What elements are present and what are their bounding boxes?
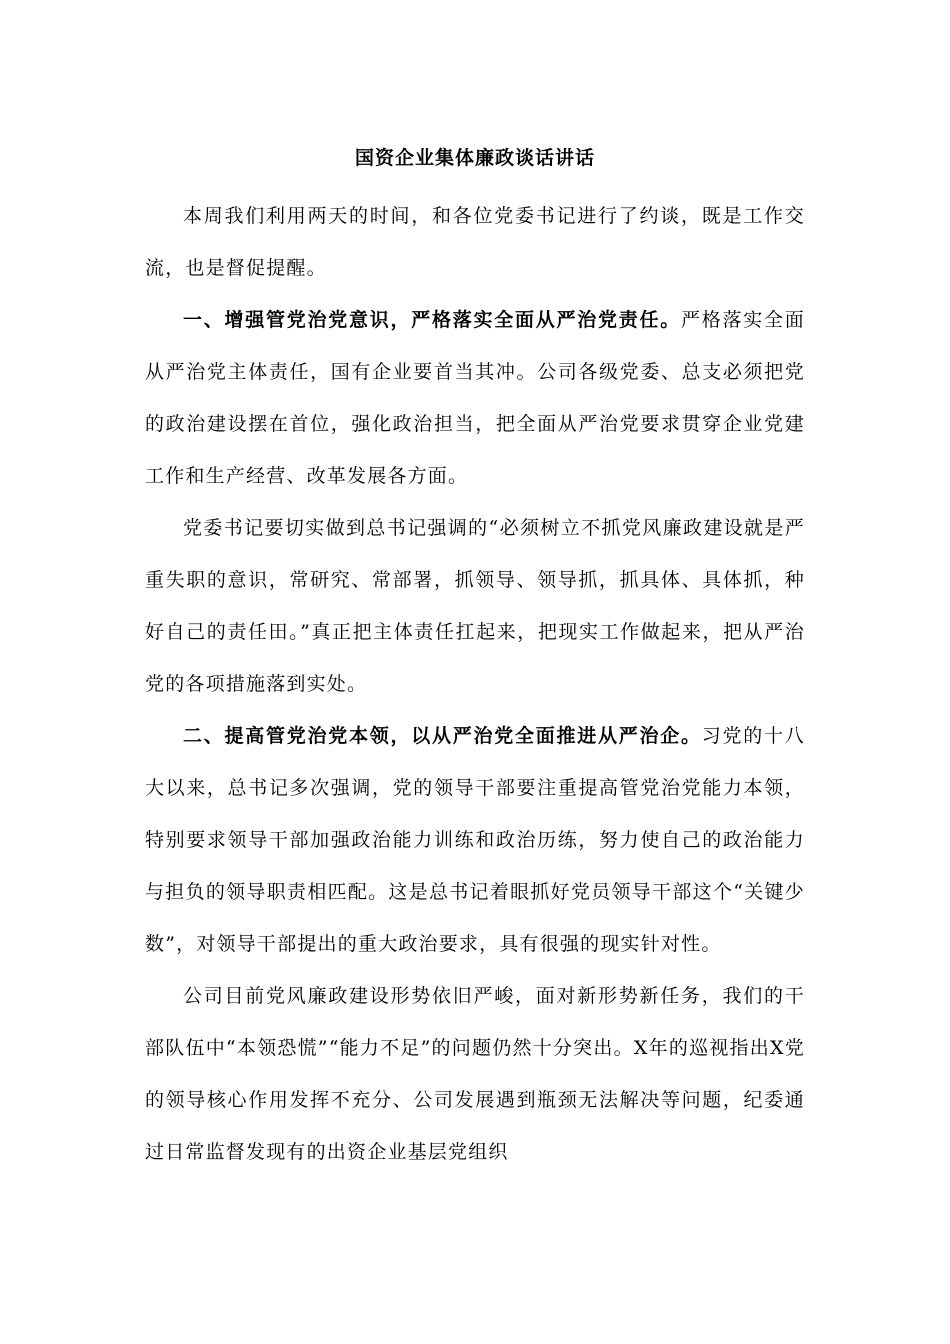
- paragraph-text: 严格落实全面从严治党主体责任，国有企业要首当其冲。公司各级党委、总支必须把党的政治建设摆在首位，强化政治担当，把全面从严治党要求贯穿企业党建工作和生产经营、改革发展各方面。: [145, 309, 805, 487]
- paragraph-section-2: [145, 710, 805, 970]
- document-page: [145, 138, 805, 1178]
- paragraph-text: 公司目前党风廉政建设形势依旧严峻，面对新形势新任务，我们的干部队伍中“本领恐慌”“能力不足”的问题仍然十分突出。X年的巡视指出X党的领导核心作用发挥不充分、公司发展遇到瓶颈无法解决等问题，纪委通过日常监督发现有的出资企业基层党组织: [145, 985, 805, 1163]
- paragraph-intro: [145, 190, 805, 294]
- paragraph-text: 党委书记要切实做到总书记强调的“必须树立不抓党风廉政建设就是严重失职的意识，常研究、常部署，抓领导、领导抓，抓具体、具体抓，种好自己的责任田。”真正把主体责任扛起来，把现实工作做起来，把从严治党的各项措施落到实处。: [145, 517, 805, 695]
- paragraph-text: 本周我们利用两天的时间，和各位党委书记进行了约谈，既是工作交流，也是督促提醒。: [145, 205, 805, 279]
- paragraph-section-1-detail: [145, 502, 805, 710]
- document-title: 国资企业集体廉政谈话讲话: [354, 147, 595, 169]
- paragraph-text: 习党的十八大以来，总书记多次强调，党的领导干部要注重提高管党治党能力本领，特别要求领导干部加强政治能力训练和政治历练，努力使自己的政治能力与担负的领导职责相匹配。这是总书记着眼抓好党员领导干部这个“关键少数”，对领导干部提出的重大政治要求，具有很强的现实针对性。: [145, 725, 805, 955]
- section-heading: 二、提高管党治党本领，以从严治党全面推进从严治企。: [183, 725, 702, 747]
- section-heading: 一、增强管党治党意识，严格落实全面从严治党责任。: [183, 309, 682, 331]
- paragraph-section-1: [145, 294, 805, 502]
- paragraph-section-2-detail: [145, 970, 805, 1178]
